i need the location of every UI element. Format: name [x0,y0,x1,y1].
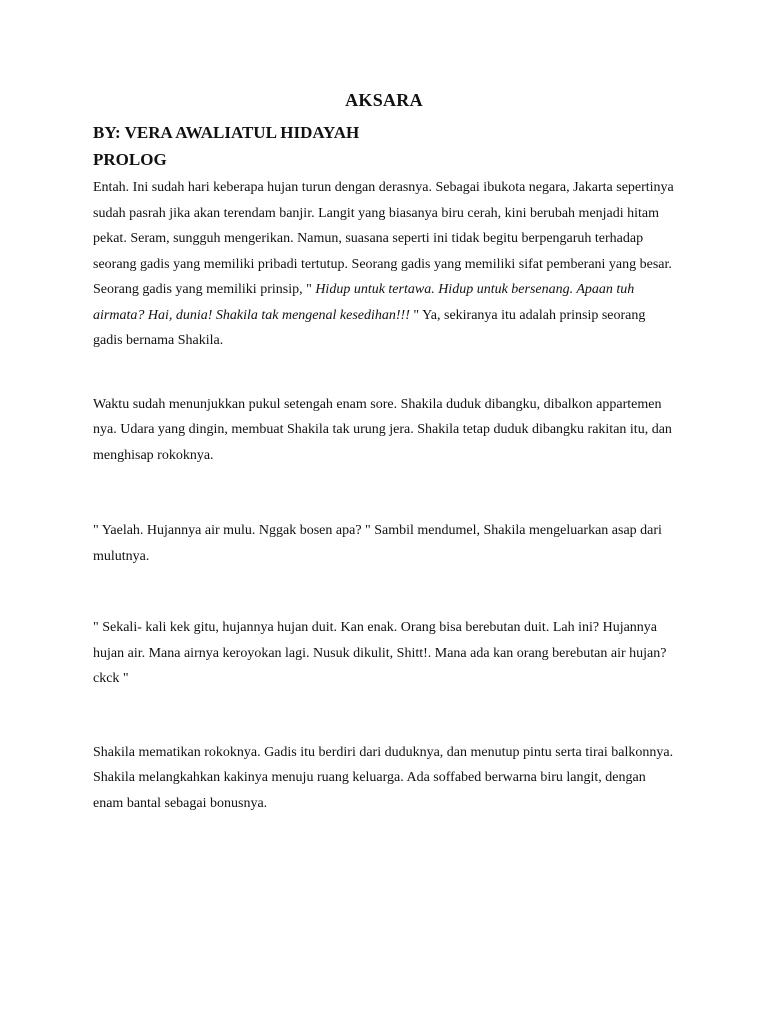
paragraph-1-text-start: Entah. Ini sudah hari keberapa hujan turun dengan derasnya. Sebagai ibukota negara, Jakarta sepertinya sudah pasrah jika akan terendam banjir. Langit yang biasanya biru cerah, kini berubah menjadi hitam pekat. Seram, sungguh mengerikan. Namun, suasana seperti ini tidak begitu berpengaruh terhadap seorang gadis yang memiliki pribadi tertutup. Seorang gadis yang memiliki sifat pemberani yang besar. Seorang gadis yang memiliki prinsip, " [93,180,674,297]
paragraph-3: " Yaelah. Hujannya air mulu. Nggak bosen apa? " Sambil mendumel, Shakila mengeluarkan asap dari mulutnya. [93,523,662,564]
paragraph-4: " Sekali- kali kek gitu, hujannya hujan duit. Kan enak. Orang bisa berebutan duit. Lah ini? Hujannya hujan air. Mana airnya keroyokan lagi. Nusuk dikulit, Shitt!. Mana ada kan orang berebutan air hujan?ckck " [93,620,667,686]
document-title: AKSARA [345,90,423,110]
paragraph-5: Shakila mematikan rokoknya. Gadis itu berdiri dari duduknya, dan menutup pintu serta tirai balkonnya. Shakila melangkahkan kakinya menuju ruang keluarga. Ada soffabed berwarna biru langit, dengan enam bantal sebagai bonusnya. [93,744,674,811]
section-heading: PROLOG [93,150,167,169]
document-page [93,88,675,816]
paragraph-2: Waktu sudah menunjukkan pukul setengah enam sore. Shakila duduk dibangku, dibalkon appartemen nya. Udara yang dingin, membuat Shakila tak urung jera. Shakila tetap duduk dibangku rakitan itu, dan menghisap rokoknya. [93,396,672,463]
paragraph-1-italic-quote: Hidup untuk tertawa. Hidup untuk bersenang. Apaan tuh airmata? Hai, dunia! Shakila tak mengenal kesedihan!!! [93,282,635,323]
paragraph-1 [93,175,675,354]
author-line: BY: VERA AWALIATUL HIDAYAH [93,123,360,142]
paragraph-1-text-end: " Ya, sekiranya itu adalah prinsip seorang gadis bernama Shakila. [93,307,646,348]
